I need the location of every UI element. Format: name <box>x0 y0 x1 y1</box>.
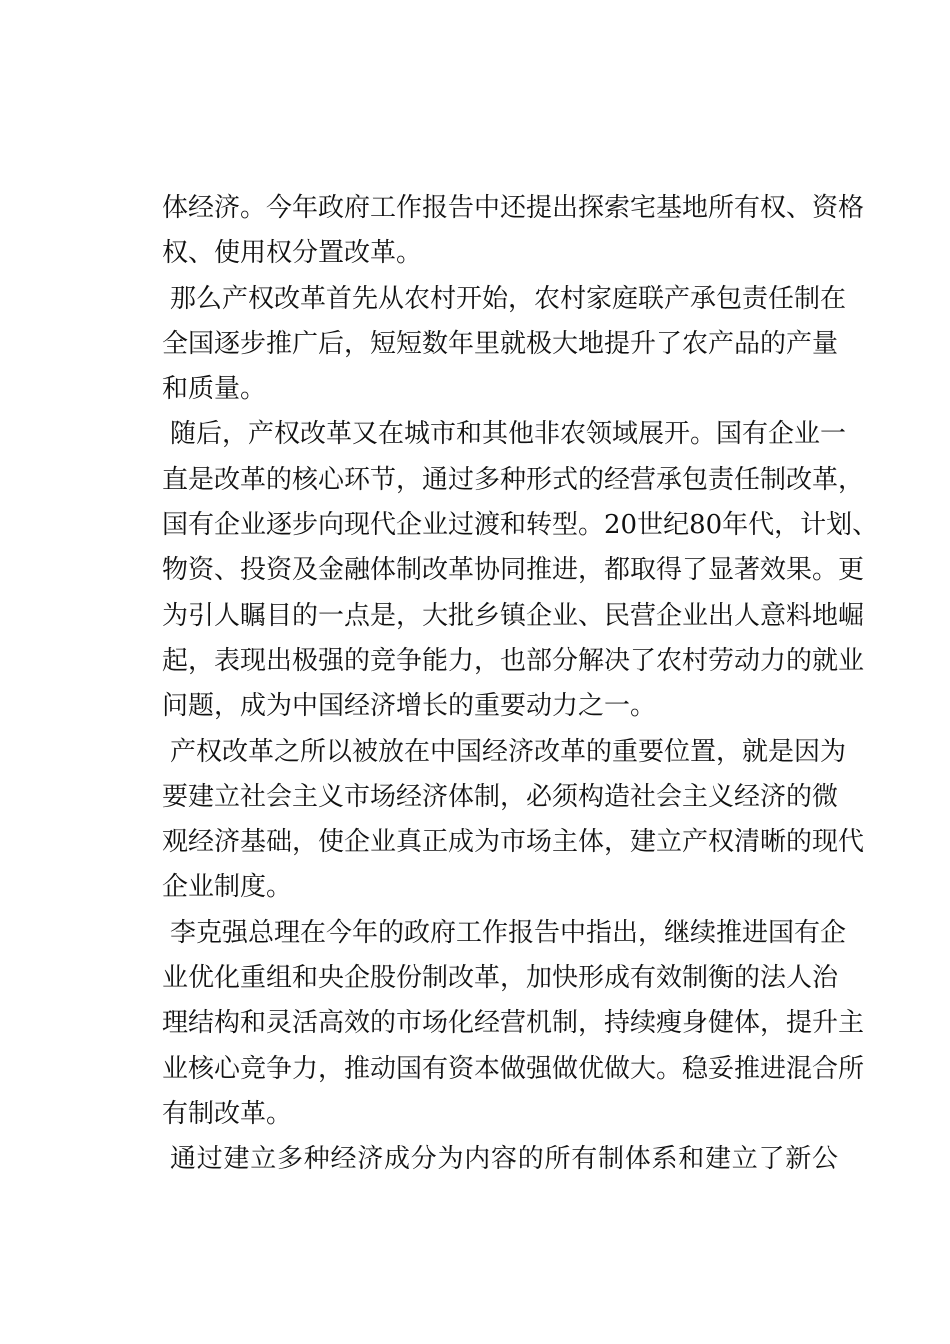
text-line: 那么产权改革首先从农村开始，农村家庭联产承包责任制在 <box>170 283 847 314</box>
text-line: 要建立社会主义市场经济体制，必须构造社会主义经济的微 <box>162 781 839 812</box>
paragraph <box>162 1137 838 1182</box>
paragraph <box>162 277 847 413</box>
text-line: 物资、投资及金融体制改革协同推进，都取得了显著效果。更 <box>162 555 865 586</box>
paragraph <box>162 412 879 729</box>
text-line: 理结构和灵活高效的市场化经营机制，持续瘦身健体，提升主 <box>162 1008 865 1039</box>
text-line: 业核心竞争力，推动国有资本做强做优做大。稳妥推进混合所 <box>162 1053 865 1084</box>
text-line: 通过建立多种经济成分为内容的所有制体系和建立了新公 <box>170 1144 838 1175</box>
document-body <box>162 186 879 1183</box>
text-line: 观经济基础，使企业真正成为市场主体，建立产权清晰的现代 <box>162 827 865 858</box>
paragraph <box>162 186 865 277</box>
text-line: 为引人瞩目的一点是，大批乡镇企业、民营企业出人意料地崛 <box>162 600 865 631</box>
text-line: 全国逐步推广后，短短数年里就极大地提升了农产品的产量 <box>162 328 839 359</box>
text-line: 权、使用权分置改革。 <box>162 238 423 269</box>
text-line: 直是改革的核心环节，通过多种形式的经营承包责任制改革， <box>162 464 865 495</box>
paragraph <box>162 730 865 911</box>
text-line: 有制改革。 <box>162 1098 293 1129</box>
text-line: 企业制度。 <box>162 872 293 903</box>
text-line: 业优化重组和央企股份制改革，加快形成有效制衡的法人治 <box>162 963 839 994</box>
text-line: 随后，产权改革又在城市和其他非农领域展开。国有企业一 <box>170 419 847 450</box>
text-line: 问题，成为中国经济增长的重要动力之一。 <box>162 691 657 722</box>
text-line: 国有企业逐步向现代企业过渡和转型。20世纪80年代，计划、 <box>162 510 879 541</box>
text-line: 和质量。 <box>162 374 267 405</box>
text-line: 体经济。今年政府工作报告中还提出探索宅基地所有权、资格 <box>162 193 865 223</box>
paragraph <box>162 911 865 1137</box>
text-line: 起，表现出极强的竞争能力，也部分解决了农村劳动力的就业 <box>162 645 865 676</box>
text-line: 产权改革之所以被放在中国经济改革的重要位置，就是因为 <box>170 736 847 767</box>
text-line: 李克强总理在今年的政府工作报告中指出，继续推进国有企 <box>170 917 847 948</box>
